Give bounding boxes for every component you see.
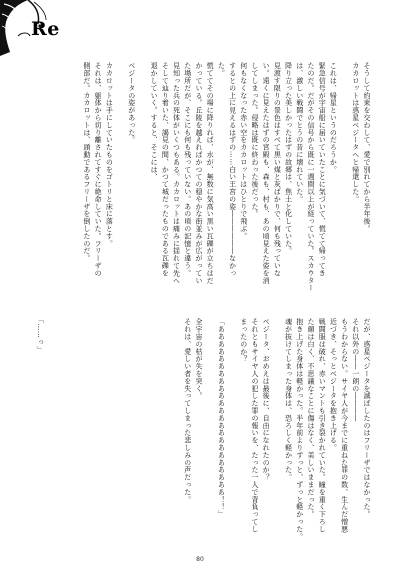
text-line: これは、帰星というのだろうか。 <box>329 62 338 173</box>
text-line: 見知った兵の死体がいくつもある。カカロットは痛みに揺れて先へ <box>172 62 181 284</box>
text-line: ベジータ、おめえは最後に、自由になれたのか？ <box>262 318 271 481</box>
lower-text-column <box>182 318 372 538</box>
text-line: 側部だ。カカロットは、頭動であるフリーザを倒したのだ。 <box>82 62 91 262</box>
text-line: まったのか？ <box>239 318 248 363</box>
text-line: それ以外の――一朗の―――― <box>351 318 360 422</box>
text-line: た顔は白く、不思議なことに傷はなく、美しいままだった。 <box>306 318 315 518</box>
text-line: ベジータの姿があった。 <box>127 62 136 144</box>
page-number: 80 <box>196 556 204 563</box>
upper-text-column <box>81 62 372 292</box>
text-line: それは、愛しい者を失ってしまった悲しみの声だった。 <box>183 318 192 503</box>
text-line: そうして約束を交わして、愛で別れてから半年後。 <box>363 62 371 233</box>
text-line: そして辿り着いた、謁見の間、かつて城だったものである瓦礫を <box>161 62 170 277</box>
text-line: かっている。丘陵を越えればかつての穏やかな街並みが広がってい <box>194 62 203 284</box>
side-note: 「……っ」 <box>36 316 45 353</box>
text-line: だが、惑星ベジータを滅ぼしたのはフリーザではなかった。 <box>363 318 371 518</box>
text-line: 降り立った美しかったはずの故郷は、焦土と化していた。 <box>284 62 293 255</box>
text-line: するとの上に見えるはずの……白い王宮の姿――――――なかっ <box>228 62 237 277</box>
text-line: 「あああああああああああああああああああああああ！！」 <box>217 318 226 518</box>
text-line: 慌ててその場に降りれば、水が、無数に気高い黒い瓦礫が立ちはだ <box>206 62 215 284</box>
text-line: 退かしていく。すると、そこには、 <box>150 62 159 181</box>
text-line: 全宇宙の枯が失を突く。 <box>194 318 203 400</box>
text-line <box>114 62 125 282</box>
text-line: 何もなくなった赤い空をカカロットはひとりで飛ぶ。 <box>239 62 248 240</box>
text-line: それは、躯体から切り離されてすぐに絶命していた。フリーザの <box>94 62 103 277</box>
text-line: カカロットは手にしていたものをゴトリと床に落とす。 <box>105 62 114 247</box>
text-line: た場所だが、そこにも何も残っていない。あの頃の記憶と違う。 <box>183 62 192 277</box>
text-line <box>338 62 349 282</box>
text-line: もうわからない。サイヤ人が今までに重ねた罪の数、生んだ憎悪 <box>340 318 349 533</box>
text-line: 見渡す限りの景色はすべて黒い煤と灰ばかりで、何も残っていな <box>273 62 282 277</box>
text-line <box>226 318 237 538</box>
text-line: カカロットは惑星ベジータへと帰還した。 <box>351 62 360 203</box>
text-line: 抱き上げた身体は軽かった。半年前よりずっと、ずっと軽かった。 <box>295 318 304 540</box>
text-line: たのだ。だがその信号から既に一週間以上が経っていた。スカウター <box>306 62 315 292</box>
text-line: は、激しい戦闘でとうの昔に壊れていた。 <box>295 62 304 203</box>
text-line: 魂が抜けてしまった身体は、恐ろしく軽かった。 <box>284 318 293 481</box>
text-line: た。 <box>217 62 226 77</box>
text-line: い。遠くに見えたはずの宮殿も、森も、村も、あの頃見えた姿を消 <box>262 62 271 284</box>
text-line <box>204 318 215 538</box>
text-line <box>137 62 148 282</box>
text-line: 近づき、そっとベジータを抱き上げる。 <box>329 318 338 452</box>
text-line <box>271 318 282 538</box>
text-line: してしまった。侵略は既に終わった後だった。 <box>250 62 259 218</box>
text-line: 緊急信号が宇宙船に届いていたことに気づいて、慌てて帰ってき <box>318 62 327 277</box>
text-line: それともサイヤ人の犯した罪の報いを、たった一人で背負ってし <box>250 318 259 533</box>
text-line: 戦闘服は破れ、赤いマントも引き裂かれていた。瞳を重く下ろし <box>318 318 327 533</box>
story-title: Re <box>31 18 60 40</box>
